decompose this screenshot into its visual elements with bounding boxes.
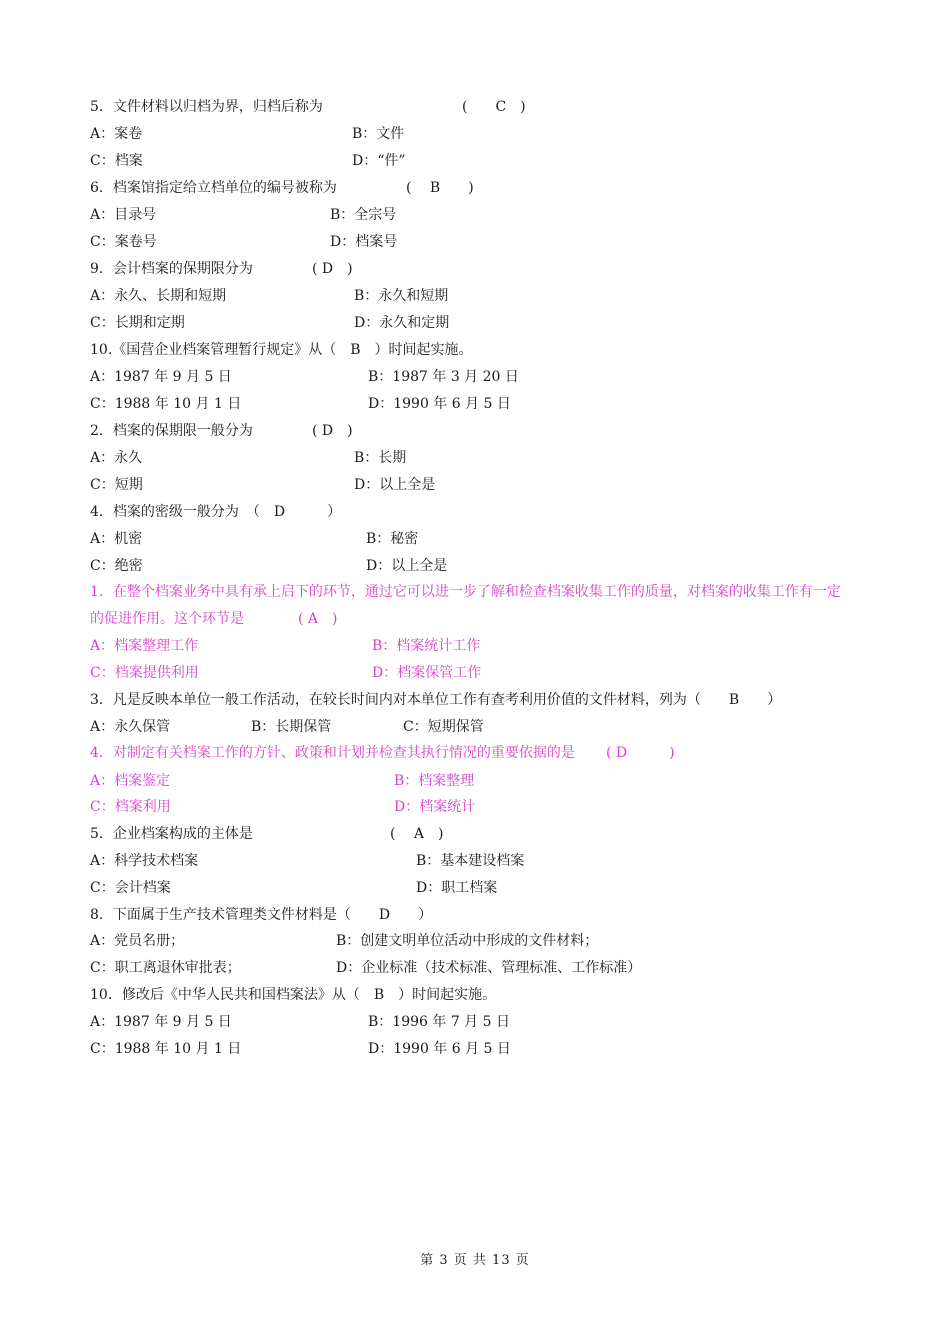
option-c: C：1988 年 10 月 1 日 — [90, 396, 242, 412]
question-stem — [90, 97, 526, 117]
option-d: D：档案号 — [330, 234, 398, 250]
option-a: A：永久保管 — [90, 719, 171, 735]
answer-mark: ( D ) — [312, 423, 353, 439]
option-a: A：党员名册； — [90, 933, 185, 949]
option-a: A：案卷 — [90, 126, 143, 142]
option-c: C：职工离退休审批表； — [90, 960, 241, 976]
option-d: D：档案统计 — [394, 799, 476, 815]
option-c: C：长期和定期 — [90, 315, 185, 331]
option-c: C：短期保管 — [403, 719, 484, 735]
option-a: A：永久、长期和短期 — [90, 288, 227, 304]
question-text: 10．修改后《中华人民共和国档案法》从（ B ）时间起实施。 — [90, 987, 497, 1003]
option-d: D：档案保管工作 — [372, 665, 482, 681]
question-stem — [90, 985, 496, 1005]
option-d: D：以上全是 — [366, 558, 448, 574]
answer-mark: ( A ) — [298, 611, 338, 627]
option-b: B：基本建设档案 — [416, 853, 525, 869]
answer-mark: ( C ) — [462, 99, 526, 115]
question-stem — [90, 743, 675, 763]
option-b: B：创建文明单位活动中形成的文件材料； — [336, 933, 599, 949]
option-b: B：全宗号 — [330, 207, 397, 223]
question-stem — [90, 824, 444, 844]
option-a: A：科学技术档案 — [90, 853, 199, 869]
question-text: 3．凡是反映本单位一般工作活动，在较长时间内对本单位工作有查考利用价值的文件材料，列为（ B ） — [90, 692, 782, 708]
option-b: B：长期 — [354, 450, 407, 466]
question-stem — [90, 690, 781, 710]
question-stem — [90, 421, 353, 441]
question-stem-continued — [90, 609, 338, 629]
option-b: B：永久和短期 — [354, 288, 449, 304]
answer-mark: ( D ) — [606, 745, 675, 761]
question-stem — [90, 340, 473, 360]
option-a: A：档案鉴定 — [90, 773, 171, 789]
answer-mark: ( D ) — [312, 261, 353, 277]
option-b: B：档案整理 — [394, 773, 475, 789]
option-c: C：1988 年 10 月 1 日 — [90, 1041, 242, 1057]
option-c: C：档案 — [90, 153, 143, 169]
question-stem — [90, 502, 341, 522]
answer-mark: ( A ) — [390, 826, 444, 842]
answer-mark: ( B ) — [406, 180, 474, 196]
question-text: 的促进作用。这个环节是 — [90, 611, 244, 627]
option-c: C：档案提供利用 — [90, 665, 199, 681]
question-stem — [90, 582, 841, 602]
question-text: 8．下面属于生产技术管理类文件材料是（ D ） — [90, 907, 433, 923]
option-d: D：职工档案 — [416, 880, 498, 896]
page-footer: 第 3 页 共 13 页 — [420, 1253, 530, 1268]
question-stem — [90, 178, 474, 198]
option-d: D：1990 年 6 月 5 日 — [368, 396, 511, 412]
option-c: C：案卷号 — [90, 234, 157, 250]
option-c: C：会计档案 — [90, 880, 171, 896]
option-d: D：永久和定期 — [354, 315, 450, 331]
question-text: 10.《国营企业档案管理暂行规定》从（ B ）时间起实施。 — [90, 342, 473, 358]
option-b: B：长期保管 — [251, 719, 332, 735]
question-text: 2．档案的保期限一般分为 — [90, 423, 253, 439]
option-a: A：目录号 — [90, 207, 157, 223]
option-a: A：永久 — [90, 450, 143, 466]
option-d: D：1990 年 6 月 5 日 — [368, 1041, 511, 1057]
option-d: D：“件” — [352, 153, 406, 169]
option-a: A：机密 — [90, 531, 143, 547]
option-b: B：文件 — [352, 126, 405, 142]
option-d: D：企业标准（技术标准、管理标准、工作标准） — [336, 960, 642, 976]
option-b: B：1987 年 3 月 20 日 — [368, 369, 519, 385]
option-c: C：档案利用 — [90, 799, 171, 815]
question-text: 4．对制定有关档案工作的方针、政策和计划并检查其执行情况的重要依据的是 — [90, 745, 575, 761]
option-c: C：短期 — [90, 477, 143, 493]
option-b: B：档案统计工作 — [372, 638, 481, 654]
question-text: 1．在整个档案业务中具有承上启下的环节，通过它可以进一步了解和检查档案收集工作的质量，对档案的收集工作有一定 — [90, 584, 841, 600]
question-text: 6．档案馆指定给立档单位的编号被称为 — [90, 180, 337, 196]
option-d: D：以上全是 — [354, 477, 436, 493]
option-c: C：绝密 — [90, 558, 143, 574]
question-text: 4．档案的密级一般分为 （ D ） — [90, 504, 342, 520]
question-text: 5．企业档案构成的主体是 — [90, 826, 253, 842]
option-b: B：1996 年 7 月 5 日 — [368, 1014, 510, 1030]
option-a: A：1987 年 9 月 5 日 — [90, 369, 232, 385]
question-stem — [90, 259, 353, 279]
question-text: 9．会计档案的保期限分为 — [90, 261, 253, 277]
option-a: A：档案整理工作 — [90, 638, 199, 654]
question-stem — [90, 905, 432, 925]
option-b: B：秘密 — [366, 531, 419, 547]
question-text: 5．文件材料以归档为界，归档后称为 — [90, 99, 323, 115]
option-a: A：1987 年 9 月 5 日 — [90, 1014, 232, 1030]
